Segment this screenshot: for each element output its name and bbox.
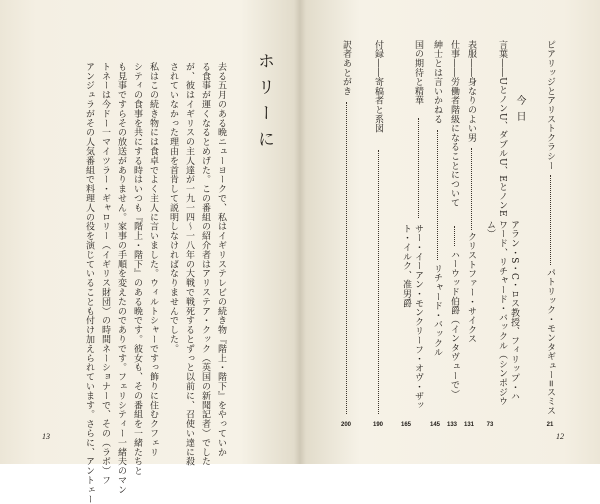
body-line: シティの食事を共にする時はいつも『階上・階下』のある晩です。彼女も、その番組を一緒たちと <box>132 62 142 476</box>
toc-page-number: 21 <box>546 422 554 428</box>
body-line: アンジュラがその人気番組で料理人の役を演じていることも付け加えられています。さらに、アントェー <box>84 62 94 504</box>
page-number-right: 12 <box>556 432 564 441</box>
toc-page-number: 200 <box>340 422 351 428</box>
toc-entry-title: 付録――寄稿者と系図 <box>373 40 383 133</box>
toc-leader-dots <box>454 226 455 246</box>
toc-entry-title: 仕事――労働者階級になることについて <box>449 40 459 208</box>
toc-leader-dots <box>346 102 347 414</box>
toc-entry-title: 紳士とは言いかねる <box>432 40 442 124</box>
body-line: トネーは今ドー一マイツラー・ギャロリー（イギリス財団）の時間ネーショナーで、その（ラボ）フ <box>100 62 110 485</box>
toc-entry-author: リチャード・バックル <box>432 264 442 357</box>
toc-leader-dots <box>550 175 551 265</box>
toc-page-number: 73 <box>486 422 494 428</box>
toc-leader-dots <box>437 130 438 260</box>
body-line: る食事が運くなるとめげた。この番組の紹介者はアリステア・クック（英国の新聞記者）でした <box>200 62 210 467</box>
toc-leader-dots <box>471 148 472 230</box>
page-number-left: 13 <box>42 432 50 441</box>
toc-entry-author: クリストファー・サイクス <box>466 232 476 344</box>
toc-leader-dots <box>418 118 419 218</box>
toc-page-number: 165 <box>400 422 411 428</box>
toc-page-number: 131 <box>463 422 474 428</box>
chapter-title: ホリーに <box>254 52 274 156</box>
body-line: 去る五月のある晩ニューヨークで、私はイギリステレビの続き物『階上・階下』をやっていか <box>216 62 226 457</box>
section-heading-today: 今日 <box>514 95 525 127</box>
body-line: 私はこの続き物には食卓でよく主人に言いました。ウィルトシャーですっ飾りに住むクフェリ <box>148 62 158 457</box>
toc-page-number: 190 <box>372 422 383 428</box>
toc-leader-dots <box>378 150 379 414</box>
body-line: が、彼はイギリスの主人達が一九一四〜一八年の大戦で戦死するとずっと以前に、召使い達に殺 <box>184 62 194 467</box>
right-page <box>300 0 600 464</box>
toc-entry-title: 国の期待と精華 <box>413 40 423 106</box>
toc-page-number: 133 <box>446 422 457 428</box>
toc-entry-author: アラン・S・C・ロス教授、フィリップ・ハワード、リチャード・バックル（シンポジウム） <box>485 220 519 406</box>
toc-entry-author: サー・イーアン・モンクリーフ・オヴ・ザット・イルク、准男爵 <box>401 224 423 410</box>
body-line: されていなかった理由を首肯して説明しなければなりませんでした。 <box>168 62 178 354</box>
body-line: も見事ですらその放送がありません。家事の手順を変えたのでありです。フェリシティー一緒夫のマン <box>116 62 126 495</box>
toc-entry-title: ピアリッジとアリストクラシー <box>545 40 555 171</box>
toc-page-number: 145 <box>429 422 440 428</box>
toc-entry-author: ハーウッド伯爵（インタヴューで） <box>449 250 459 399</box>
toc-entry-title: 言葉――UとノンU、ダブルU、EとノンE <box>497 40 507 217</box>
toc-entry-title: 訳者あとがき <box>341 40 351 96</box>
toc-entry-author: パトリック・モンタギュー=スミス <box>545 268 555 416</box>
toc-entry-title: 表服――身なりのよい男 <box>466 40 476 143</box>
